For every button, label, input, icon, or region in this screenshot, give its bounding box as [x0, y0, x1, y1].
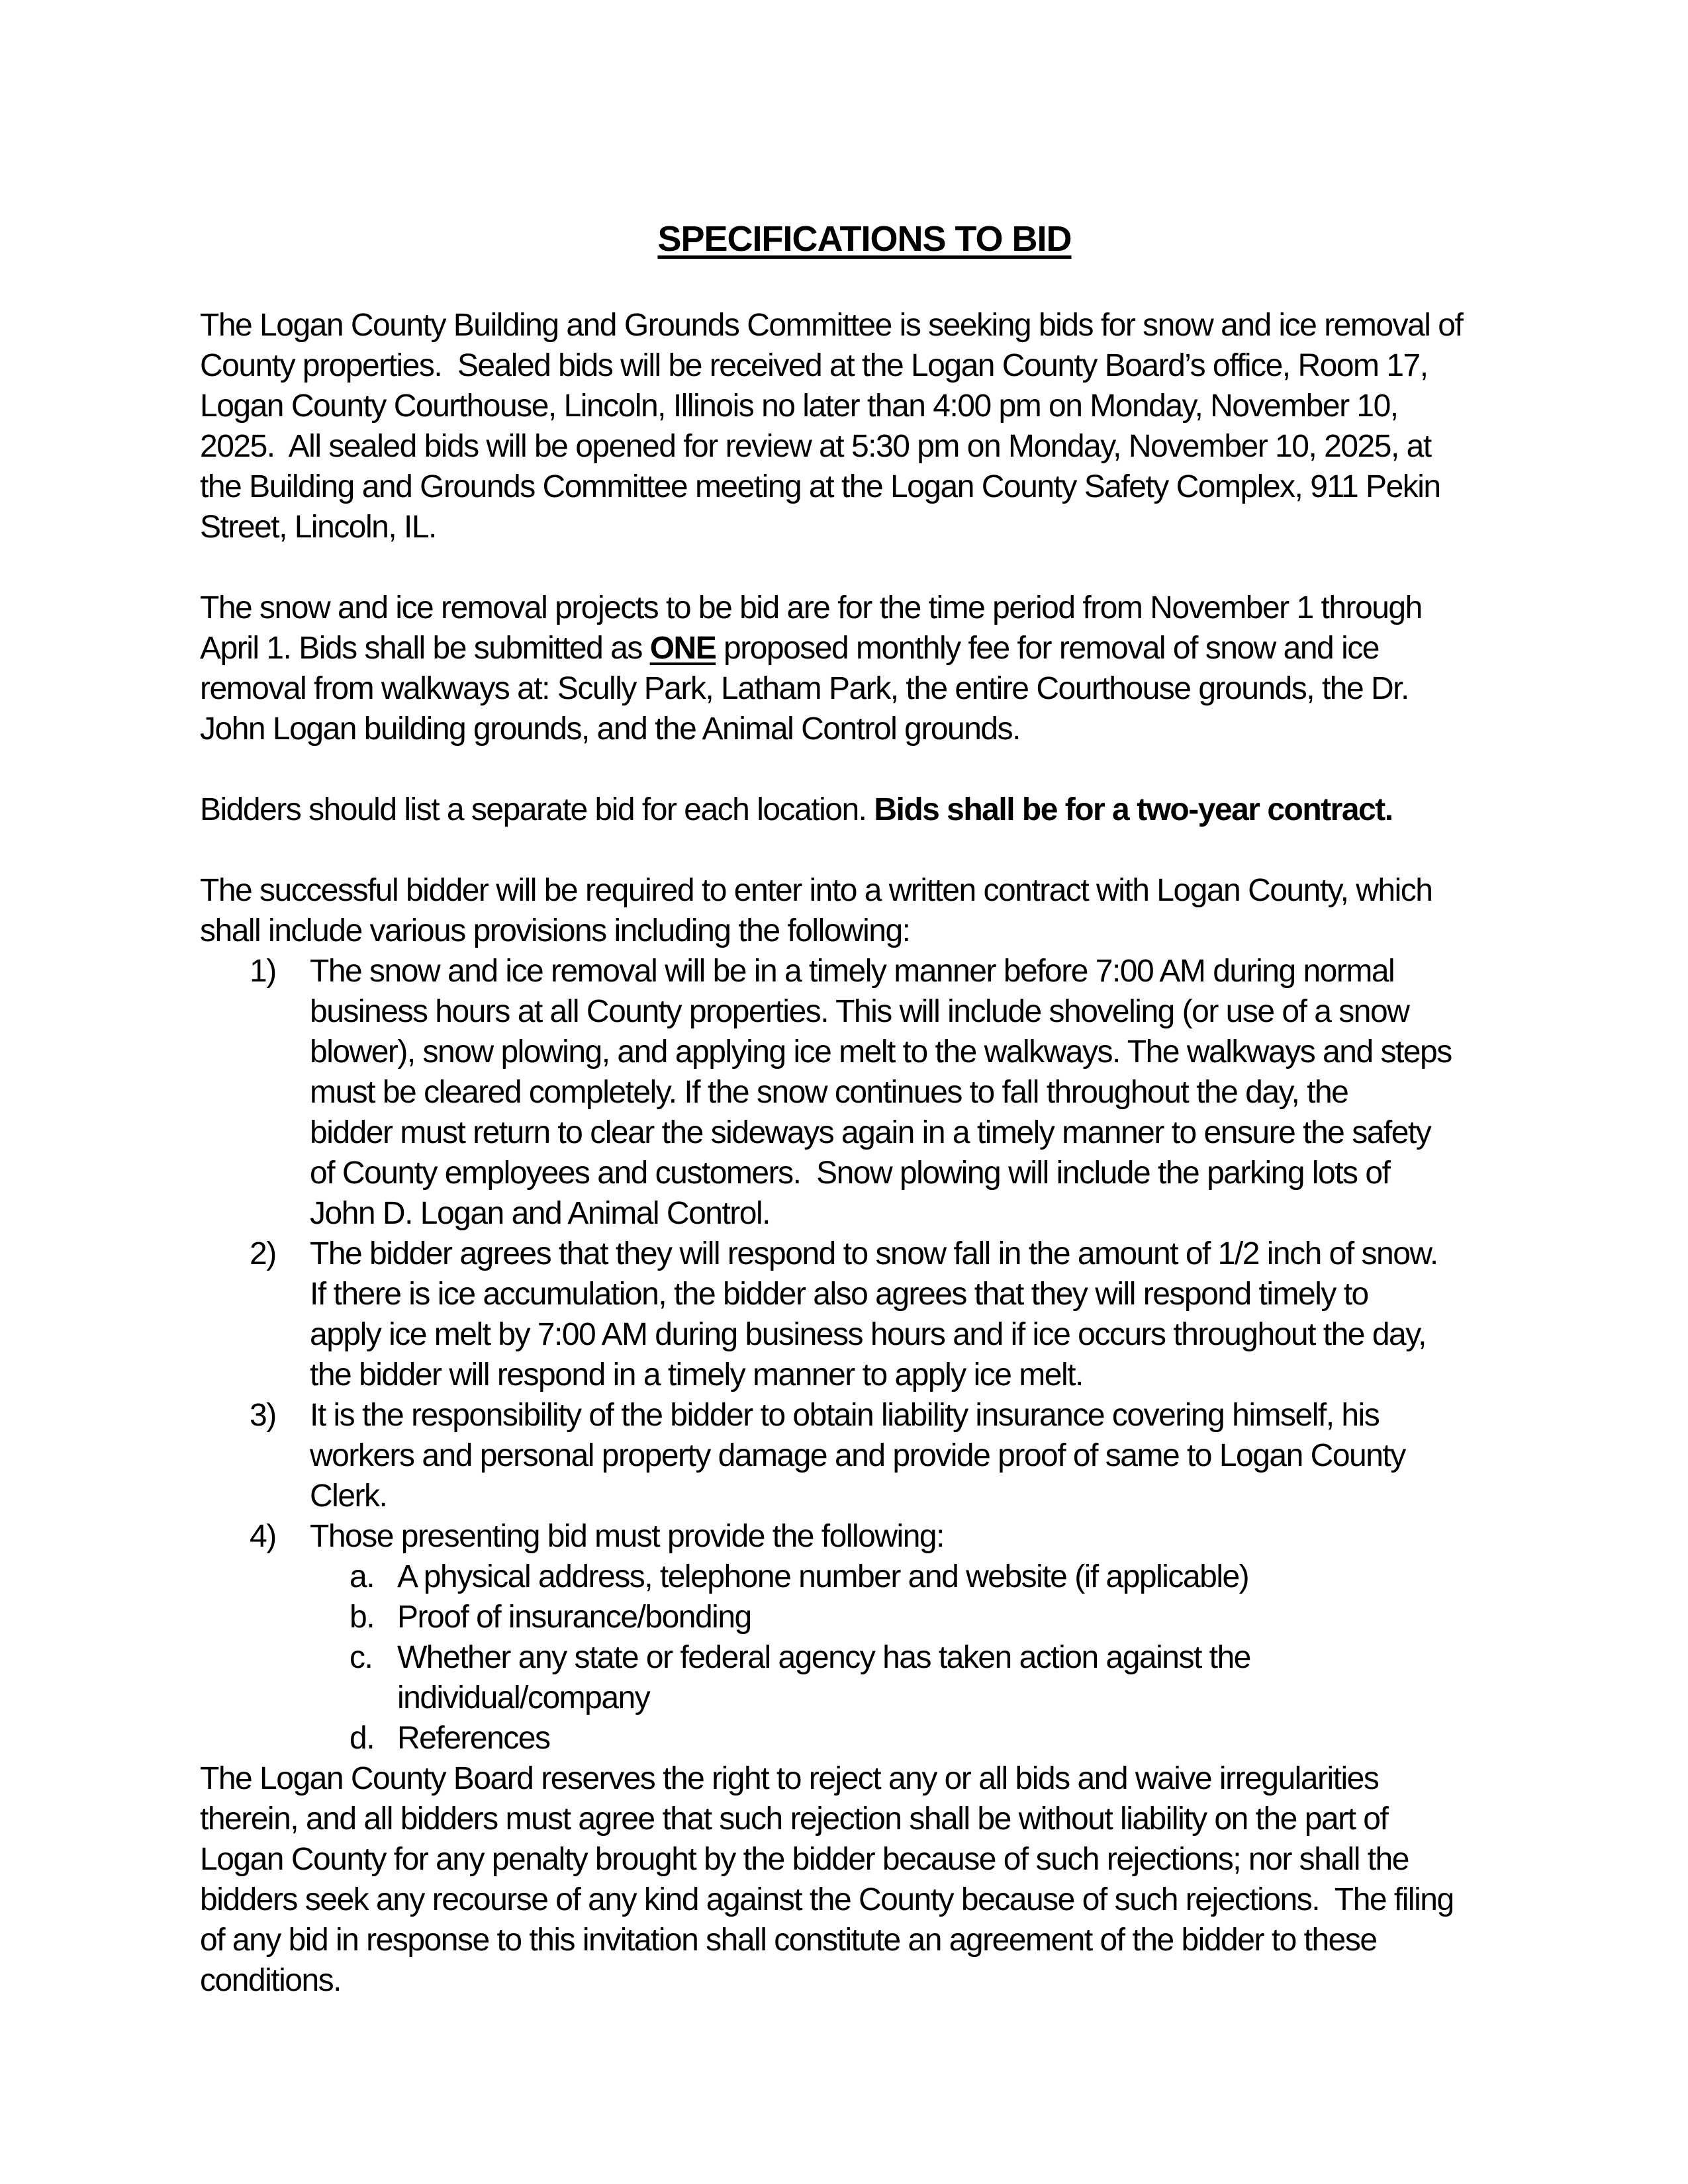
body-line: 2025. All sealed bids will be opened for review at 5:30 pm on Monday, November 10, 2025, at: [200, 429, 1431, 464]
sub-list-text: Proof of insurance/bonding: [397, 1600, 751, 1635]
body-line: The Logan County Building and Grounds Committee is seeking bids for snow and ice removal of: [200, 308, 1463, 343]
list-line: must be cleared completely. If the snow continues to fall throughout the day, the: [310, 1075, 1348, 1110]
paragraph-period: [200, 588, 1529, 749]
paragraph-contract: [200, 870, 1529, 951]
emphasis-one: ONE: [649, 631, 716, 666]
list-item-4: [200, 1516, 1529, 1557]
body-line: bidders seek any recourse of any kind against the County because of such rejections. The filing: [200, 1882, 1454, 1917]
list-line: of County employees and customers. Snow plowing will include the parking lots of: [310, 1156, 1390, 1191]
body-line: removal from walkways at: Scully Park, Latham Park, the entire Courthouse grounds, the Dr.: [200, 671, 1409, 706]
document-title: [200, 213, 1529, 265]
list-line: [200, 951, 1529, 991]
list-line: [200, 1516, 1529, 1557]
sub-list-letter: b.: [350, 1600, 375, 1635]
body-line: The Logan County Board reserves the right to reject any or all bids and waive irregularities: [200, 1761, 1379, 1796]
list-text: It is the responsibility of the bidder to obtain liability insurance covering himself, his: [310, 1398, 1380, 1433]
list-number: 1): [250, 954, 276, 989]
list-line: bidder must return to clear the sideways again in a timely manner to ensure the safety: [310, 1115, 1431, 1150]
blank-line: [200, 547, 1529, 588]
list-line: [200, 1234, 1529, 1274]
body-line: The successful bidder will be required to enter into a written contract with Logan County, which: [200, 873, 1432, 908]
paragraph-rejection-rights: [200, 1758, 1529, 2001]
list-line: business hours at all County properties. This will include shoveling (or use of a snow: [310, 994, 1409, 1029]
sub-list-line: [200, 1637, 1529, 1678]
list-line: apply ice melt by 7:00 AM during business hours and if ice occurs throughout the day,: [310, 1317, 1426, 1352]
body-line: The snow and ice removal projects to be bid are for the time period from November 1 through: [200, 590, 1422, 625]
list-number: 4): [250, 1519, 276, 1554]
sub-list-letter: d.: [350, 1721, 375, 1756]
sub-list-text: A physical address, telephone number and website (if applicable): [397, 1559, 1249, 1594]
document-title-text: SPECIFICATIONS TO BID: [657, 219, 1072, 259]
list-item-2: [200, 1234, 1529, 1395]
body-text: proposed monthly fee for removal of snow and ice: [716, 631, 1379, 666]
blank-line: [200, 830, 1529, 870]
list-line: [200, 1395, 1529, 1435]
body-line: [200, 790, 1529, 830]
list-item-3: [200, 1395, 1529, 1516]
sub-list-line: [200, 1597, 1529, 1637]
paragraph-intro: [200, 305, 1529, 547]
paragraph-separate-bids: [200, 790, 1529, 830]
blank-line: [200, 749, 1529, 790]
numbered-list: [200, 951, 1529, 1758]
body-line: shall include various provisions including the following:: [200, 913, 910, 948]
list-line: Clerk.: [310, 1479, 387, 1514]
sub-list-text: References: [397, 1721, 550, 1756]
body-line: conditions.: [200, 1963, 341, 1998]
body-line: the Building and Grounds Committee meeting at the Logan County Safety Complex, 911 Pekin: [200, 469, 1440, 504]
body-line: John Logan building grounds, and the Animal Control grounds.: [200, 711, 1020, 747]
sub-list-letter: a.: [350, 1559, 375, 1594]
list-text: The snow and ice removal will be in a timely manner before 7:00 AM during normal: [310, 954, 1395, 989]
list-text: The bidder agrees that they will respond to snow fall in the amount of 1/2 inch of snow.: [310, 1236, 1438, 1271]
sub-list-line: individual/company: [397, 1680, 650, 1715]
list-item-1: [200, 951, 1529, 1234]
blank-line: [200, 265, 1529, 305]
body-line: County properties. Sealed bids will be received at the Logan County Board’s office, Room 17,: [200, 348, 1428, 383]
body-line: therein, and all bidders must agree that such rejection shall be without liability on the part of: [200, 1801, 1388, 1837]
body-line: [200, 628, 1529, 668]
sub-list-letter: c.: [350, 1640, 373, 1675]
body-text: Bidders should list a separate bid for each location.: [200, 792, 874, 827]
body-line: Logan County Courthouse, Lincoln, Illinois no later than 4:00 pm on Monday, November 10,: [200, 388, 1398, 424]
sub-list-line: [200, 1557, 1529, 1597]
body-line: Street, Lincoln, IL.: [200, 510, 436, 545]
list-line: workers and personal property damage and provide proof of same to Logan County: [310, 1438, 1405, 1473]
list-line: If there is ice accumulation, the bidder also agrees that they will respond timely to: [310, 1277, 1368, 1312]
sub-list-text: Whether any state or federal agency has taken action against the: [397, 1640, 1250, 1675]
sub-list: [200, 1557, 1529, 1758]
list-line: John D. Logan and Animal Control.: [310, 1196, 770, 1231]
list-number: 3): [250, 1398, 276, 1433]
list-line: blower), snow plowing, and applying ice melt to the walkways. The walkways and steps: [310, 1034, 1452, 1069]
list-number: 2): [250, 1236, 276, 1271]
body-text: April 1. Bids shall be submitted as: [200, 631, 650, 666]
list-text: Those presenting bid must provide the following:: [310, 1519, 944, 1554]
emphasis-two-year-contract: Bids shall be for a two-year contract.: [874, 792, 1393, 827]
sub-list-line: [200, 1718, 1529, 1758]
body-line: of any bid in response to this invitation shall constitute an agreement of the bidder to these: [200, 1923, 1377, 1958]
body-line: Logan County for any penalty brought by the bidder because of such rejections; nor shall the: [200, 1842, 1409, 1877]
list-line: the bidder will respond in a timely manner to apply ice melt.: [310, 1357, 1083, 1392]
